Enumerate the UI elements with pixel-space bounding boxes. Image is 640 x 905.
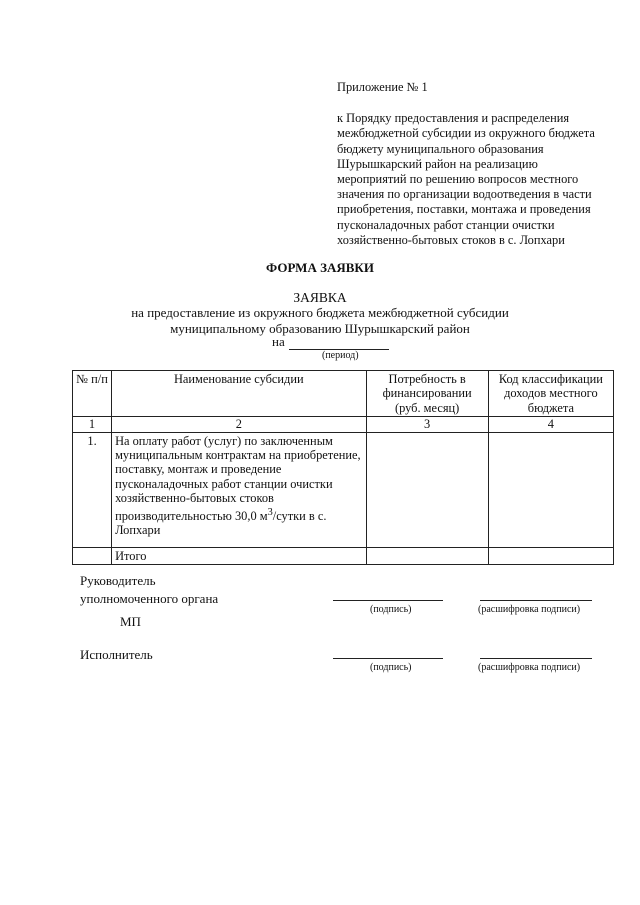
table-total-row	[73, 547, 614, 564]
appendix-number: Приложение № 1	[337, 80, 428, 94]
request-subtitle-line2: муниципальному образованию Шурышкарский район	[170, 320, 470, 336]
appendix-line: значения по организации водоотведения в части	[337, 187, 592, 202]
row-need-cell[interactable]	[366, 432, 488, 547]
row-code-cell[interactable]	[488, 432, 613, 547]
executor-decoding-caption: (расшифровка подписи)	[478, 662, 581, 673]
appendix-line: бюджету муниципального образования	[337, 141, 544, 156]
subsidy-table	[72, 370, 614, 565]
header-name: Наименование субсидии	[112, 371, 366, 417]
appendix-line: хозяйственно-бытовых стоков в с. Лопхари	[337, 232, 565, 247]
total-num-cell	[73, 547, 112, 564]
head-signature-caption: (подпись)	[370, 604, 412, 615]
header-num: № п/п	[73, 371, 112, 417]
row-number: 1.	[73, 432, 112, 547]
head-signature-label	[80, 573, 218, 607]
appendix-line: Шурышкарский район на реализацию	[337, 156, 538, 171]
row-subsidy-name	[112, 432, 366, 547]
total-need-cell[interactable]	[366, 547, 488, 564]
form-title: ФОРМА ЗАЯВКИ	[266, 260, 374, 275]
index-cell: 4	[488, 417, 613, 432]
table-row	[73, 432, 614, 547]
executor-decoding-line[interactable]	[480, 658, 592, 659]
period-caption: (период)	[322, 350, 359, 361]
table-header-row	[73, 371, 614, 417]
appendix-line: межбюджетной субсидии из окружного бюджета	[337, 126, 595, 141]
header-need: Потребность в финансировании (руб. месяц)	[366, 371, 488, 417]
total-code-cell[interactable]	[488, 547, 613, 564]
stamp-label: МП	[120, 614, 141, 629]
request-subtitle-line1: на предоставление из окружного бюджета межбюджетной субсидии	[131, 305, 509, 321]
head-label-line2: уполномоченного органа	[80, 590, 219, 606]
appendix-block	[337, 80, 617, 248]
period-label: на	[272, 334, 285, 349]
appendix-line: мероприятий по решению вопросов местного	[337, 172, 579, 187]
executor-signature-caption: (подпись)	[370, 662, 412, 673]
row-name-tail: /сутки в с. Лопхари	[115, 508, 327, 538]
period-blank-line[interactable]	[289, 337, 389, 350]
header-code: Код классификации доходов местного бюджета	[488, 371, 613, 417]
request-heading	[0, 290, 640, 336]
row-name-superscript: 3	[267, 506, 273, 518]
index-cell: 2	[112, 417, 366, 432]
total-label: Итого	[112, 547, 366, 564]
appendix-line: пусконаладочных работ станции очистки	[337, 217, 555, 232]
request-title: ЗАЯВКА	[293, 290, 347, 305]
table-index-row	[73, 417, 614, 432]
appendix-line: к Порядку предоставления и распределения	[337, 111, 570, 126]
head-label-line1: Руководитель	[80, 573, 156, 588]
index-cell: 1	[73, 417, 112, 432]
appendix-line: приобретения, поставки, монтажа и проведения	[337, 202, 591, 217]
index-cell: 3	[366, 417, 488, 432]
head-decoding-caption: (расшифровка подписи)	[478, 604, 581, 615]
period-field	[272, 334, 389, 350]
head-decoding-line[interactable]	[480, 600, 592, 601]
executor-label: Исполнитель	[80, 647, 153, 662]
head-signature-line[interactable]	[333, 600, 443, 601]
row-name-text: На оплату работ (услуг) по заключенным муниципальным контрактам на приобретение, поставку, монтаж и проведение пусконаладочных работ станции очистки хозяйственно-бытовых стоков производительностью 30,0 м	[115, 433, 361, 523]
executor-signature-line[interactable]	[333, 658, 443, 659]
